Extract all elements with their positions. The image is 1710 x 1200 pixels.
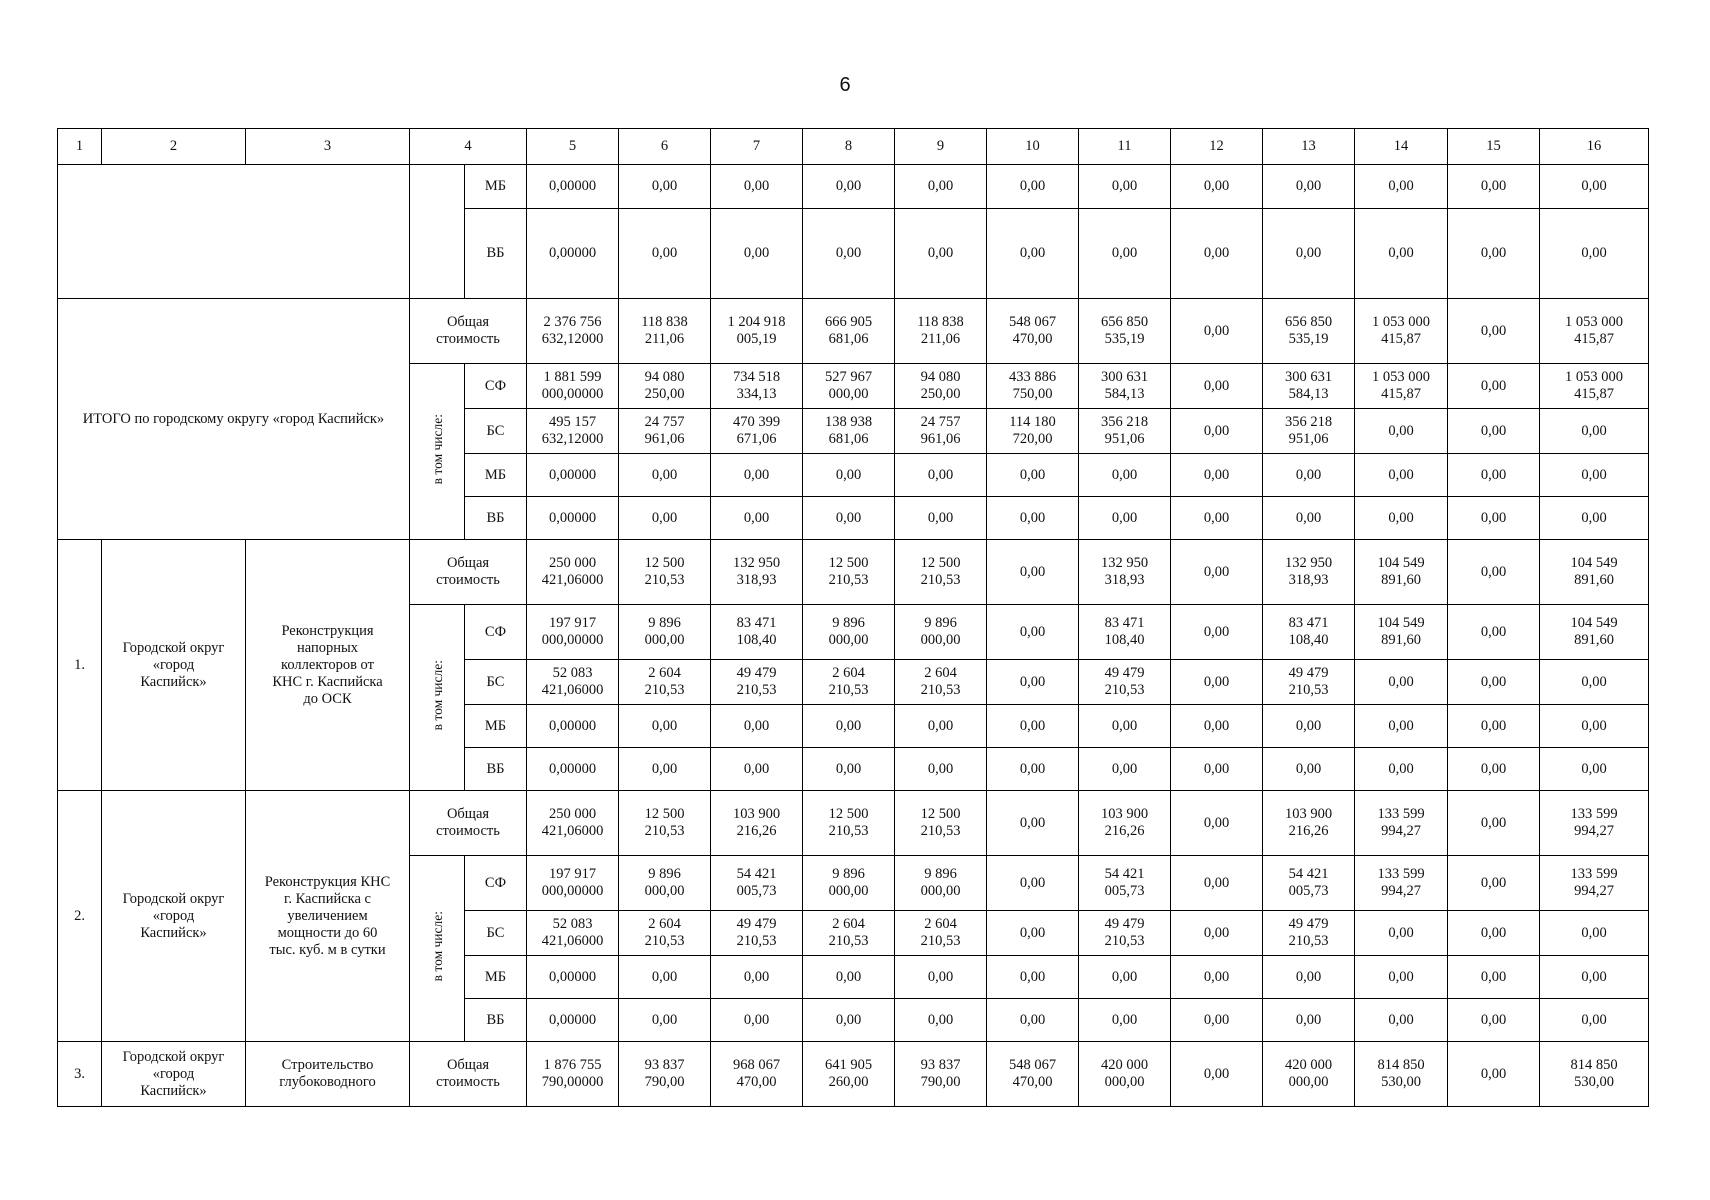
- value-cell: 300 631 584,13: [1079, 364, 1171, 409]
- total-cost-label: Общая стоимость: [410, 540, 527, 605]
- value-cell: 133 599 994,27: [1355, 856, 1448, 911]
- budget-source-label: СФ: [465, 364, 527, 409]
- value-cell: 548 067 470,00: [987, 1042, 1079, 1107]
- value-cell: 0,00: [1540, 497, 1649, 540]
- district-cell: Городской округ «город Каспийск»: [102, 1042, 246, 1107]
- in-that-label: [410, 856, 465, 1042]
- value-cell: 132 950 318,93: [1079, 540, 1171, 605]
- value-cell: 83 471 108,40: [1079, 605, 1171, 660]
- value-cell: 0,00000: [527, 497, 619, 540]
- value-cell: 0,00: [895, 165, 987, 209]
- value-cell: 0,00: [987, 999, 1079, 1042]
- value-cell: 0,00: [1079, 165, 1171, 209]
- header-cell: 15: [1448, 129, 1540, 165]
- budget-source-label: МБ: [465, 454, 527, 497]
- value-cell: 0,00: [1540, 956, 1649, 999]
- value-cell: 104 549 891,60: [1355, 605, 1448, 660]
- value-cell: 0,00: [1171, 956, 1263, 999]
- value-cell: 93 837 790,00: [895, 1042, 987, 1107]
- value-cell: 0,00000: [527, 999, 619, 1042]
- value-cell: 0,00: [803, 748, 895, 791]
- budget-source-label: ВБ: [465, 999, 527, 1042]
- budget-source-label: ВБ: [465, 209, 527, 299]
- value-cell: 0,00: [1540, 911, 1649, 956]
- value-cell: 0,00: [711, 956, 803, 999]
- value-cell: 0,00: [1171, 660, 1263, 705]
- budget-source-label: СФ: [465, 856, 527, 911]
- value-cell: 0,00: [1171, 748, 1263, 791]
- value-cell: 0,00: [987, 660, 1079, 705]
- value-cell: 0,00: [1355, 660, 1448, 705]
- value-cell: 0,00000: [527, 209, 619, 299]
- value-cell: 0,00: [1171, 605, 1263, 660]
- value-cell: 968 067 470,00: [711, 1042, 803, 1107]
- value-cell: 1 053 000 415,87: [1355, 364, 1448, 409]
- value-cell: 0,00: [1171, 364, 1263, 409]
- item-number: 3.: [58, 1042, 102, 1107]
- value-cell: 2 604 210,53: [803, 911, 895, 956]
- header-cell: 10: [987, 129, 1079, 165]
- value-cell: 656 850 535,19: [1079, 299, 1171, 364]
- header-cell: 3: [246, 129, 410, 165]
- value-cell: 0,00: [1448, 299, 1540, 364]
- value-cell: 0,00: [1540, 209, 1649, 299]
- value-cell: 734 518 334,13: [711, 364, 803, 409]
- value-cell: 0,00: [711, 705, 803, 748]
- value-cell: 1 053 000 415,87: [1540, 364, 1649, 409]
- value-cell: 0,00: [987, 791, 1079, 856]
- value-cell: 0,00: [1355, 209, 1448, 299]
- value-cell: 0,00: [619, 209, 711, 299]
- value-cell: 54 421 005,73: [711, 856, 803, 911]
- value-cell: 0,00: [619, 705, 711, 748]
- value-cell: 0,00: [803, 165, 895, 209]
- value-cell: 0,00: [1263, 165, 1355, 209]
- value-cell: 420 000 000,00: [1263, 1042, 1355, 1107]
- value-cell: 0,00: [987, 605, 1079, 660]
- value-cell: 420 000 000,00: [1079, 1042, 1171, 1107]
- vertical-label: в том числе:: [429, 413, 445, 485]
- value-cell: 814 850 530,00: [1355, 1042, 1448, 1107]
- value-cell: 0,00: [895, 956, 987, 999]
- total-cost-label: Общая стоимость: [410, 791, 527, 856]
- value-cell: 0,00: [895, 999, 987, 1042]
- value-cell: 9 896 000,00: [803, 856, 895, 911]
- value-cell: 0,00: [1171, 299, 1263, 364]
- value-cell: 0,00: [987, 911, 1079, 956]
- value-cell: 0,00: [1355, 705, 1448, 748]
- value-cell: 0,00: [1263, 956, 1355, 999]
- item-number: 2.: [58, 791, 102, 1042]
- value-cell: 1 053 000 415,87: [1540, 299, 1649, 364]
- value-cell: 0,00: [895, 748, 987, 791]
- value-cell: 52 083 421,06000: [527, 911, 619, 956]
- value-cell: 138 938 681,06: [803, 409, 895, 454]
- budget-source-label: БС: [465, 409, 527, 454]
- value-cell: 0,00: [1263, 209, 1355, 299]
- value-cell: 132 950 318,93: [711, 540, 803, 605]
- value-cell: 49 479 210,53: [711, 911, 803, 956]
- value-cell: 9 896 000,00: [619, 856, 711, 911]
- value-cell: 0,00: [1171, 791, 1263, 856]
- value-cell: 0,00: [1171, 705, 1263, 748]
- value-cell: 0,00: [1079, 748, 1171, 791]
- value-cell: 548 067 470,00: [987, 299, 1079, 364]
- value-cell: 0,00: [803, 956, 895, 999]
- value-cell: 0,00: [1448, 705, 1540, 748]
- header-row: [58, 129, 1649, 165]
- value-cell: 250 000 421,06000: [527, 791, 619, 856]
- district-cell: Городской округ «город Каспийск»: [102, 540, 246, 791]
- value-cell: 0,00: [1448, 660, 1540, 705]
- value-cell: 0,00000: [527, 748, 619, 791]
- value-cell: 0,00: [987, 497, 1079, 540]
- value-cell: 2 376 756 632,12000: [527, 299, 619, 364]
- value-cell: 666 905 681,06: [803, 299, 895, 364]
- value-cell: 0,00: [1355, 911, 1448, 956]
- value-cell: 656 850 535,19: [1263, 299, 1355, 364]
- page-number: 6: [839, 74, 851, 96]
- value-cell: 0,00: [895, 705, 987, 748]
- value-cell: 0,00: [1540, 454, 1649, 497]
- value-cell: 0,00: [619, 454, 711, 497]
- header-cell: 7: [711, 129, 803, 165]
- value-cell: 9 896 000,00: [895, 605, 987, 660]
- value-cell: 0,00: [1448, 605, 1540, 660]
- value-cell: 104 549 891,60: [1540, 540, 1649, 605]
- value-cell: 0,00: [1355, 454, 1448, 497]
- budget-source-label: МБ: [465, 705, 527, 748]
- value-cell: 0,00: [803, 454, 895, 497]
- value-cell: 0,00: [895, 209, 987, 299]
- value-cell: 0,00: [1263, 497, 1355, 540]
- item3-total-row: [58, 1042, 1649, 1107]
- value-cell: 814 850 530,00: [1540, 1042, 1649, 1107]
- value-cell: 0,00: [1540, 660, 1649, 705]
- value-cell: 24 757 961,06: [895, 409, 987, 454]
- value-cell: 118 838 211,06: [619, 299, 711, 364]
- value-cell: 0,00: [1540, 409, 1649, 454]
- value-cell: 0,00000: [527, 165, 619, 209]
- value-cell: 52 083 421,06000: [527, 660, 619, 705]
- value-cell: 0,00: [711, 209, 803, 299]
- header-cell: 14: [1355, 129, 1448, 165]
- value-cell: 0,00: [711, 454, 803, 497]
- itogo-total-row: [58, 299, 1649, 364]
- value-cell: 83 471 108,40: [1263, 605, 1355, 660]
- header-cell: 1: [58, 129, 102, 165]
- blank-cell: [58, 165, 410, 299]
- value-cell: 0,00: [1448, 791, 1540, 856]
- value-cell: 0,00: [1448, 497, 1540, 540]
- value-cell: 0,00: [1171, 165, 1263, 209]
- value-cell: 2 604 210,53: [803, 660, 895, 705]
- header-cell: 11: [1079, 129, 1171, 165]
- total-cost-label: Общая стоимость: [410, 1042, 527, 1107]
- value-cell: 0,00000: [527, 705, 619, 748]
- value-cell: 1 876 755 790,00000: [527, 1042, 619, 1107]
- value-cell: 94 080 250,00: [895, 364, 987, 409]
- value-cell: 49 479 210,53: [711, 660, 803, 705]
- value-cell: 0,00: [1448, 409, 1540, 454]
- value-cell: 0,00: [803, 705, 895, 748]
- value-cell: 103 900 216,26: [1263, 791, 1355, 856]
- value-cell: 0,00: [1448, 165, 1540, 209]
- value-cell: 0,00: [987, 748, 1079, 791]
- budget-table: [57, 128, 1649, 1107]
- value-cell: 0,00: [1448, 956, 1540, 999]
- value-cell: 0,00: [1171, 856, 1263, 911]
- value-cell: 0,00: [1079, 999, 1171, 1042]
- value-cell: 470 399 671,06: [711, 409, 803, 454]
- value-cell: 0,00: [1448, 1042, 1540, 1107]
- itogo-label: ИТОГО по городскому округу «город Каспийск»: [58, 299, 410, 540]
- budget-source-label: СФ: [465, 605, 527, 660]
- value-cell: 0,00: [1448, 364, 1540, 409]
- value-cell: 0,00: [619, 165, 711, 209]
- value-cell: 1 053 000 415,87: [1355, 299, 1448, 364]
- value-cell: 2 604 210,53: [895, 911, 987, 956]
- value-cell: 0,00: [1448, 856, 1540, 911]
- value-cell: 9 896 000,00: [803, 605, 895, 660]
- value-cell: 0,00: [1355, 748, 1448, 791]
- header-cell: 2: [102, 129, 246, 165]
- value-cell: 527 967 000,00: [803, 364, 895, 409]
- value-cell: 197 917 000,00000: [527, 856, 619, 911]
- value-cell: 0,00: [1355, 999, 1448, 1042]
- value-cell: 0,00: [1355, 409, 1448, 454]
- mb-row: [58, 165, 1649, 209]
- budget-source-label: БС: [465, 911, 527, 956]
- value-cell: 356 218 951,06: [1263, 409, 1355, 454]
- value-cell: 12 500 210,53: [895, 540, 987, 605]
- value-cell: 0,00: [987, 454, 1079, 497]
- item2-total-row: [58, 791, 1649, 856]
- value-cell: 0,00: [895, 497, 987, 540]
- value-cell: 250 000 421,06000: [527, 540, 619, 605]
- value-cell: 0,00: [1263, 748, 1355, 791]
- value-cell: 0,00: [895, 454, 987, 497]
- item-number: 1.: [58, 540, 102, 791]
- value-cell: 0,00: [1171, 209, 1263, 299]
- value-cell: 118 838 211,06: [895, 299, 987, 364]
- value-cell: 0,00: [1079, 454, 1171, 497]
- budget-source-label: МБ: [465, 956, 527, 999]
- value-cell: 0,00: [1079, 209, 1171, 299]
- value-cell: 2 604 210,53: [619, 660, 711, 705]
- value-cell: 9 896 000,00: [619, 605, 711, 660]
- object-cell: Реконструкция напорных коллекторов от КНС г. Каспийска до ОСК: [246, 540, 410, 791]
- value-cell: 0,00: [1171, 409, 1263, 454]
- value-cell: 0,00: [619, 956, 711, 999]
- value-cell: 83 471 108,40: [711, 605, 803, 660]
- value-cell: 495 157 632,12000: [527, 409, 619, 454]
- value-cell: 0,00: [987, 856, 1079, 911]
- object-cell: Реконструкция КНС г. Каспийска с увеличением мощности до 60 тыс. куб. м в сутки: [246, 791, 410, 1042]
- value-cell: 0,00: [1448, 748, 1540, 791]
- value-cell: 0,00: [1171, 911, 1263, 956]
- value-cell: 12 500 210,53: [803, 791, 895, 856]
- value-cell: 0,00: [619, 497, 711, 540]
- value-cell: 433 886 750,00: [987, 364, 1079, 409]
- value-cell: 132 950 318,93: [1263, 540, 1355, 605]
- item1-total-row: [58, 540, 1649, 605]
- header-cell: 13: [1263, 129, 1355, 165]
- value-cell: 12 500 210,53: [619, 540, 711, 605]
- value-cell: 1 881 599 000,00000: [527, 364, 619, 409]
- value-cell: 0,00: [1171, 454, 1263, 497]
- blank-cell: [410, 165, 465, 299]
- district-cell: Городской округ «город Каспийск»: [102, 791, 246, 1042]
- value-cell: 0,00: [711, 497, 803, 540]
- value-cell: 0,00000: [527, 454, 619, 497]
- vertical-label: в том числе:: [429, 659, 445, 731]
- header-cell: 9: [895, 129, 987, 165]
- value-cell: 197 917 000,00000: [527, 605, 619, 660]
- value-cell: 0,00: [1263, 999, 1355, 1042]
- value-cell: 0,00: [803, 209, 895, 299]
- value-cell: 0,00: [1540, 999, 1649, 1042]
- value-cell: 0,00: [1355, 956, 1448, 999]
- value-cell: 94 080 250,00: [619, 364, 711, 409]
- header-cell: 6: [619, 129, 711, 165]
- header-cell: 12: [1171, 129, 1263, 165]
- value-cell: 12 500 210,53: [619, 791, 711, 856]
- value-cell: 9 896 000,00: [895, 856, 987, 911]
- value-cell: 93 837 790,00: [619, 1042, 711, 1107]
- value-cell: 0,00: [1171, 999, 1263, 1042]
- in-that-label: [410, 364, 465, 540]
- value-cell: 103 900 216,26: [1079, 791, 1171, 856]
- value-cell: 0,00: [711, 748, 803, 791]
- value-cell: 0,00000: [527, 956, 619, 999]
- value-cell: 0,00: [619, 748, 711, 791]
- in-that-label: [410, 605, 465, 791]
- header-cell: 4: [410, 129, 527, 165]
- value-cell: 0,00: [1079, 705, 1171, 748]
- value-cell: 12 500 210,53: [895, 791, 987, 856]
- value-cell: 2 604 210,53: [895, 660, 987, 705]
- value-cell: 0,00: [1263, 454, 1355, 497]
- budget-source-label: ВБ: [465, 497, 527, 540]
- value-cell: 54 421 005,73: [1079, 856, 1171, 911]
- header-cell: 16: [1540, 129, 1649, 165]
- value-cell: 0,00: [987, 209, 1079, 299]
- value-cell: 24 757 961,06: [619, 409, 711, 454]
- value-cell: 0,00: [711, 999, 803, 1042]
- value-cell: 0,00: [1448, 209, 1540, 299]
- budget-source-label: ВБ: [465, 748, 527, 791]
- value-cell: 12 500 210,53: [803, 540, 895, 605]
- value-cell: 2 604 210,53: [619, 911, 711, 956]
- value-cell: 49 479 210,53: [1263, 911, 1355, 956]
- value-cell: 0,00: [987, 540, 1079, 605]
- value-cell: 133 599 994,27: [1540, 791, 1649, 856]
- value-cell: 1 204 918 005,19: [711, 299, 803, 364]
- value-cell: 0,00: [1540, 705, 1649, 748]
- value-cell: 0,00: [1355, 497, 1448, 540]
- value-cell: 104 549 891,60: [1355, 540, 1448, 605]
- value-cell: 0,00: [1355, 165, 1448, 209]
- value-cell: 54 421 005,73: [1263, 856, 1355, 911]
- value-cell: 0,00: [1448, 454, 1540, 497]
- value-cell: 133 599 994,27: [1540, 856, 1649, 911]
- header-cell: 5: [527, 129, 619, 165]
- value-cell: 49 479 210,53: [1263, 660, 1355, 705]
- value-cell: 356 218 951,06: [1079, 409, 1171, 454]
- value-cell: 0,00: [1171, 540, 1263, 605]
- total-cost-label: Общая стоимость: [410, 299, 527, 364]
- value-cell: 0,00: [1540, 748, 1649, 791]
- value-cell: 0,00: [619, 999, 711, 1042]
- value-cell: 0,00: [987, 956, 1079, 999]
- value-cell: 49 479 210,53: [1079, 911, 1171, 956]
- value-cell: 0,00: [1079, 497, 1171, 540]
- value-cell: 103 900 216,26: [711, 791, 803, 856]
- value-cell: 0,00: [711, 165, 803, 209]
- value-cell: 0,00: [987, 705, 1079, 748]
- value-cell: 0,00: [803, 999, 895, 1042]
- value-cell: 0,00: [1448, 911, 1540, 956]
- value-cell: 0,00: [1448, 999, 1540, 1042]
- value-cell: 0,00: [987, 165, 1079, 209]
- value-cell: 0,00: [1171, 1042, 1263, 1107]
- value-cell: 0,00: [1448, 540, 1540, 605]
- value-cell: 0,00: [1263, 705, 1355, 748]
- budget-source-label: БС: [465, 660, 527, 705]
- vertical-label: в том числе:: [429, 910, 445, 982]
- budget-source-label: МБ: [465, 165, 527, 209]
- value-cell: 0,00: [1540, 165, 1649, 209]
- value-cell: 0,00: [1079, 956, 1171, 999]
- value-cell: 104 549 891,60: [1540, 605, 1649, 660]
- value-cell: 300 631 584,13: [1263, 364, 1355, 409]
- value-cell: 0,00: [1171, 497, 1263, 540]
- value-cell: 0,00: [803, 497, 895, 540]
- value-cell: 133 599 994,27: [1355, 791, 1448, 856]
- header-cell: 8: [803, 129, 895, 165]
- value-cell: 641 905 260,00: [803, 1042, 895, 1107]
- object-cell: Строительство глубоководного: [246, 1042, 410, 1107]
- value-cell: 114 180 720,00: [987, 409, 1079, 454]
- value-cell: 49 479 210,53: [1079, 660, 1171, 705]
